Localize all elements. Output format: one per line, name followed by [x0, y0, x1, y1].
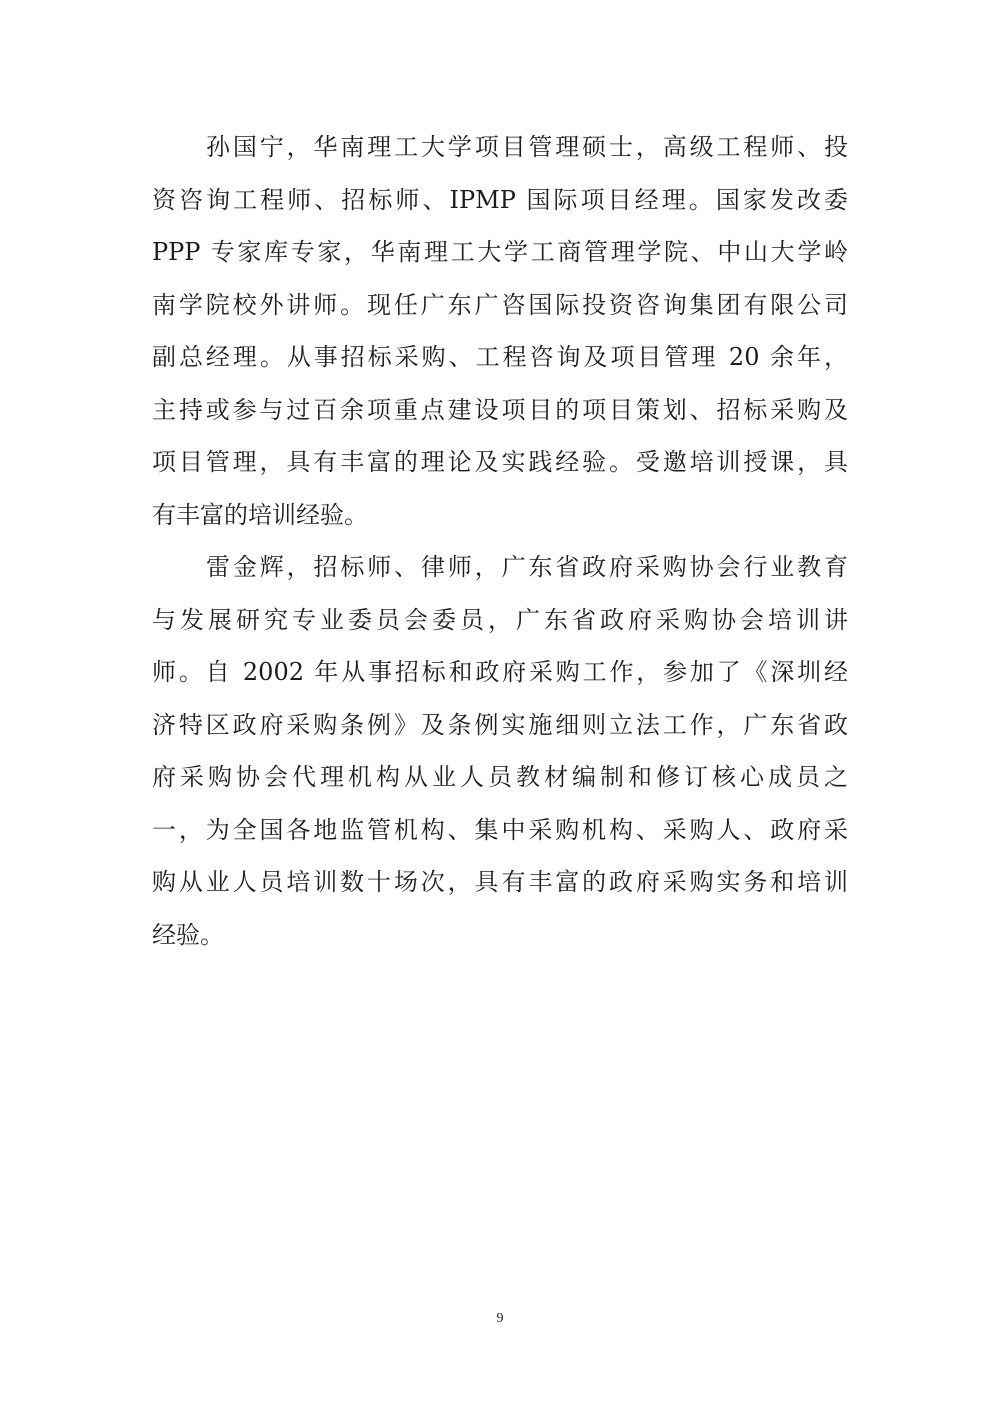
text-line: 雷金辉，招标师、律师，广东省政府采购协会行业教育	[206, 553, 848, 581]
text-line: 与发展研究专业委员会委员，广东省政府采购协会培训讲	[152, 605, 848, 634]
text-line: 有丰富的培训经验。	[152, 500, 368, 529]
text-line: 一，为全国各地监管机构、集中采购机构、采购人、政府采	[152, 815, 848, 844]
text-line: 孙国宁，华南理工大学项目管理硕士，高级工程师、投	[206, 133, 848, 161]
text-line: 经验。	[152, 920, 224, 949]
text-line: 购从业人员培训数十场次，具有丰富的政府采购实务和培训	[152, 868, 848, 896]
bio-paragraph-lei-jinhui	[152, 541, 848, 961]
bio-paragraph-sun-guoning	[152, 121, 848, 541]
text-line: 济特区政府采购条例》及条例实施细则立法工作，广东省政	[152, 710, 848, 739]
text-line: PPP 专家库专家，华南理工大学工商管理学院、中山大学岭	[152, 238, 848, 266]
text-line: 南学院校外讲师。现任广东广咨国际投资咨询集团有限公司	[152, 290, 848, 319]
text-line: 资咨询工程师、招标师、IPMP 国际项目经理。国家发改委	[152, 185, 848, 214]
page-number: 9	[496, 1311, 504, 1326]
body-text	[152, 121, 848, 961]
text-line: 项目管理，具有丰富的理论及实践经验。受邀培训授课，具	[152, 448, 848, 476]
text-line: 主持或参与过百余项重点建设项目的项目策划、招标采购及	[152, 395, 848, 424]
text-line: 府采购协会代理机构从业人员教材编制和修订核心成员之	[152, 763, 848, 791]
text-line: 师。自 2002 年从事招标和政府采购工作，参加了《深圳经	[152, 658, 848, 686]
text-line: 副总经理。从事招标采购、工程咨询及项目管理 20 余年，	[152, 343, 848, 371]
